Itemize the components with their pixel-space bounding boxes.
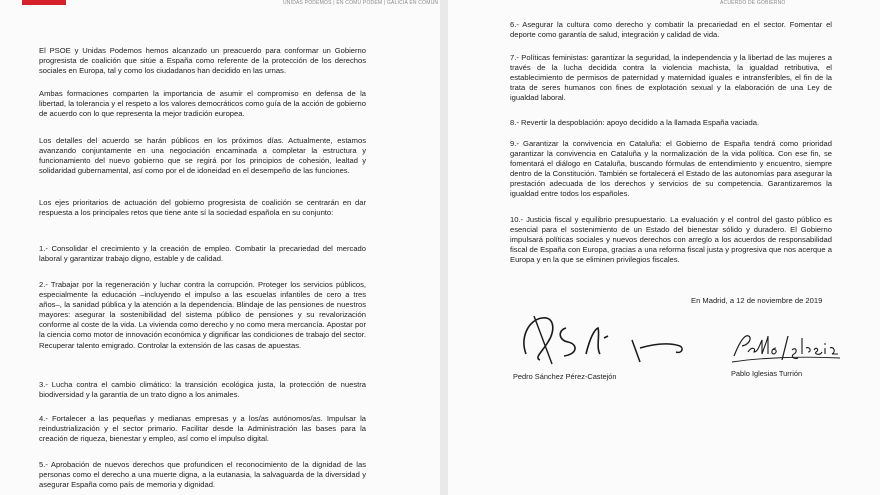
- party-logo-bar: [22, 0, 66, 5]
- signer-name-1: Pedro Sánchez Pérez-Castejón: [513, 372, 617, 381]
- list-item-1: 1.- Consolidar el crecimiento y la creación de empleo. Combatir la precariedad del mercado laboral y garantizar trabajo digno, estable y de calidad.: [39, 244, 366, 264]
- paragraph-intro: El PSOE y Unidas Podemos hemos alcanzado un preacuerdo para conformar un Gobierno progresista de coalición que sitúe a España como referente de la protección de los derechos sociales en Europa, tal y como los ciudadanos han decidido en las urnas.: [39, 46, 366, 76]
- paragraph-details: Los detalles del acuerdo se harán públicos en los próximos días. Actualmente, estamos avanzando conjuntamente en una negociación encaminada a completar la estructura y funcionamiento del nuevo gobierno que se regirá por los principios de cohesión, lealtad y solidaridad gubernamental, así como por el de idoneidad en el desempeño de las funciones.: [39, 136, 366, 176]
- list-item-10: 10.- Justicia fiscal y equilibrio presupuestario. La evaluación y el control del gasto público es esencial para el sostenimiento de un Estado del bienestar sólido y duradero. El Gobierno impulsará políticas sociales y nuevos derechos con arreglo a los acuerdos de responsabilidad fiscal de España con Europa, gracias a una reforma fiscal justa y progresiva que nos acerque a Europa y en la que se eliminen privilegios fiscales.: [510, 215, 832, 265]
- signer-name-2: Pablo Iglesias Turrión: [731, 369, 803, 378]
- list-item-3: 3.- Lucha contra el cambio climático: la transición ecológica justa, la protección de nuestra biodiversidad y la garantía de un trato digno a los animales.: [39, 380, 366, 400]
- list-item-2: 2.- Trabajar por la regeneración y luchar contra la corrupción. Proteger los servicios públicos, especialmente la educación –incluyendo el impulso a las escuelas infantiles de cero a tres años–, la sanidad pública y la atención a la dependencia. Blindaje de las pensiones de nuestros mayores: asegurar la sostenibilidad del sistema público de pensiones y su revalorización conforme al coste de la vida. La vivienda como derecho y no como mera mercancía. Apostar por la ciencia como motor de innovación económica y dignificar las condiciones de trabajo del sector. Recuperar talento emigrado. Controlar la extensión de las casas de apuestas.: [39, 280, 366, 350]
- paragraph-priorities: Los ejes prioritarios de actuación del gobierno progresista de coalición se centrarán en dar respuesta a los principales retos que tiene ante sí la sociedad española en su conjunto:: [39, 198, 366, 218]
- list-item-7: 7.- Políticas feministas: garantizar la seguridad, la independencia y la libertad de las mujeres a través de la lucha decidida contra la violencia machista, la igualdad retributiva, el establecimiento de permisos de paternidad y maternidad iguales e intransferibles, el fin de la trata de seres humanos con fines de explotación sexual y la elaboración de una Ley de igualdad laboral.: [510, 53, 832, 103]
- place-date: En Madrid, a 12 de noviembre de 2019: [691, 296, 823, 305]
- list-item-6: 6.- Asegurar la cultura como derecho y combatir la precariedad en el sector. Fomentar el deporte como garantía de salud, integración y calidad de vida.: [510, 20, 832, 40]
- header-tag-left: UNIDAS PODEMOS | EN COMÚ PODEM | GALICIA EN COMÚN: [283, 0, 439, 6]
- header-tag-right: ACUERDO DE GOBIERNO: [720, 0, 786, 6]
- list-item-9: 9.- Garantizar la convivencia en Cataluña: el Gobierno de España tendrá como prioridad garantizar la convivencia en Cataluña y la normalización de la vida política. Con ese fin, se fomentará el diálogo en Cataluña, buscando fórmulas de entendimiento y encuentro, siempre dentro de la Constitución. También se fortalecerá el Estado de las autonomías para asegurar la prestación adecuada de los derechos y servicios de su competencia. Garantizaremos la igualdad entre todos los españoles.: [510, 139, 832, 199]
- page-gutter: [440, 0, 448, 495]
- signature-pedro-sanchez: [512, 308, 702, 374]
- signature-pablo-iglesias: [728, 330, 848, 366]
- list-item-4: 4.- Fortalecer a las pequeñas y medianas empresas y a los/as autónomos/as. Impulsar la reindustrialización y el sector primario. Facilitar desde la Administración las bases para la creación de riqueza, bienestar y empleo, así como el impulso digital.: [39, 414, 366, 444]
- list-item-8: 8.- Revertir la despoblación: apoyo decidido a la llamada España vaciada.: [510, 118, 760, 127]
- paragraph-values: Ambas formaciones comparten la importancia de asumir el compromiso en defensa de la libertad, la tolerancia y el respeto a los valores democráticos como guía de la acción de gobierno de acuerdo con lo que representa la mejor tradición europea.: [39, 89, 366, 119]
- list-item-5: 5.- Aprobación de nuevos derechos que profundicen el reconocimiento de la dignidad de las personas como el derecho a una muerte digna, a la eutanasia, la salvaguarda de la diversidad y asegurar España como país de memoria y dignidad.: [39, 460, 366, 490]
